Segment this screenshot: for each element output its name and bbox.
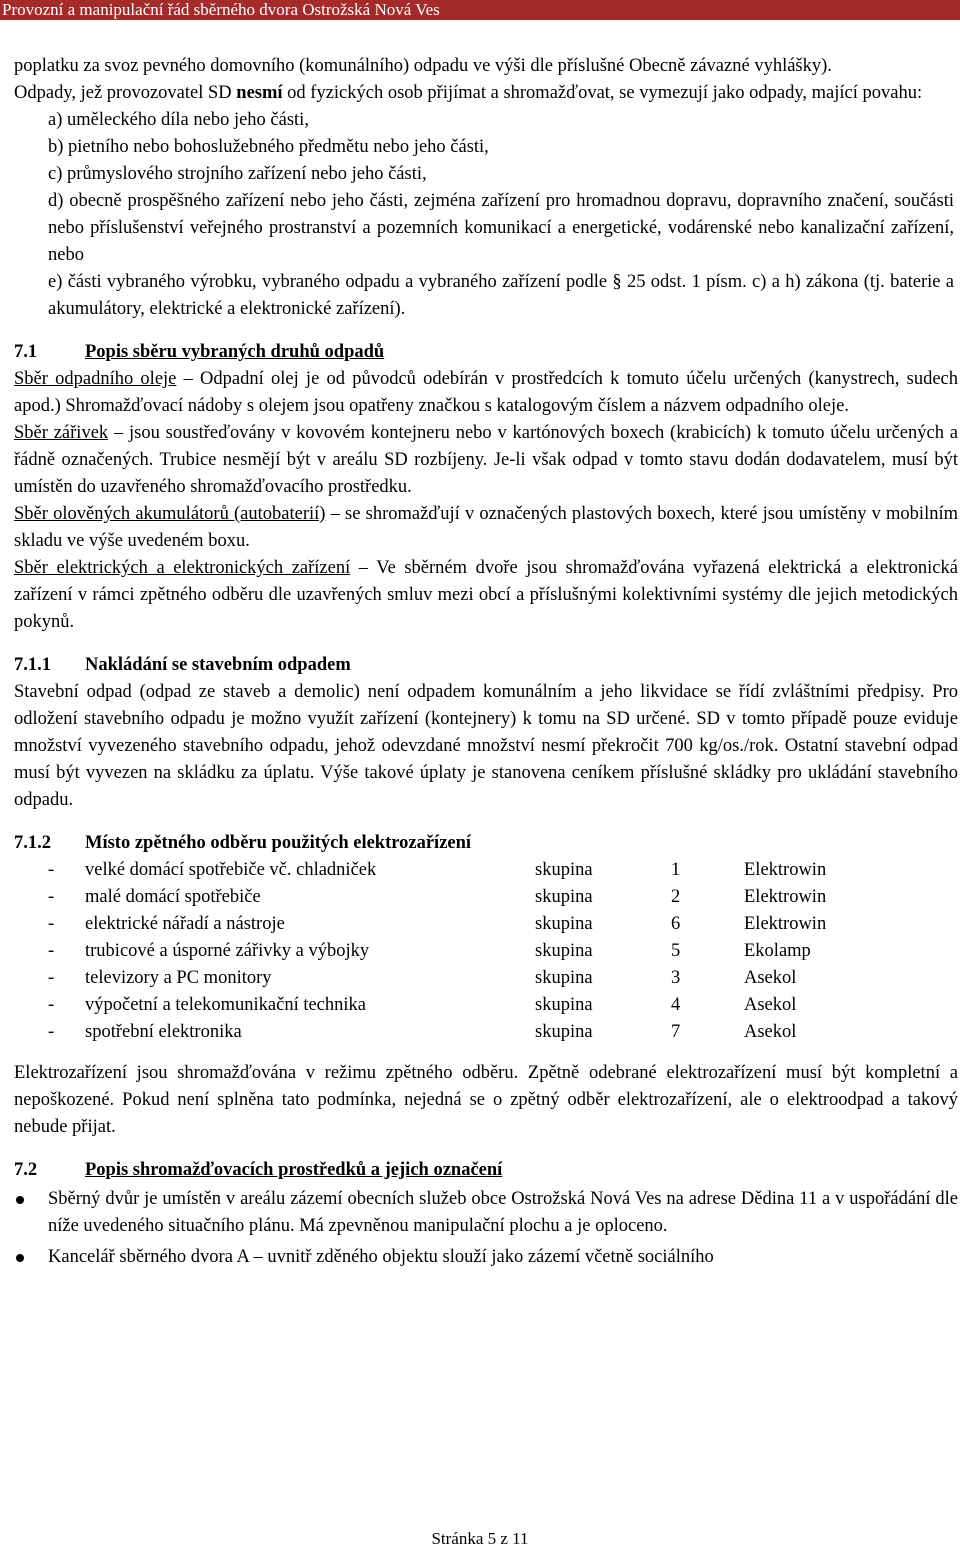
table-cell-grp: skupina	[535, 1022, 593, 1042]
section-title: Popis sběru vybraných druhů odpadů	[85, 342, 385, 362]
list-item: Sběrný dvůr je umístěn v areálu zázemí obecních služeb obce Ostrožská Nová Ves na adrese Dědina 11 a v uspořádání dle níže uvedeného situačního plánu. Má zpevněnou manipulační plochu a je oploceno.	[14, 1186, 958, 1240]
list-item: Kancelář sběrného dvora A – uvnitř zděného objektu slouží jako zázemí včetně sociálního	[14, 1244, 958, 1271]
list-item-d: d) obecně prospěšného zařízení nebo jeho části, zejména zařízení pro hromadnou dopravu, dopravního značení, součásti nebo příslušenství veřejného prostranství a pozemních komunikací a energetické, vodárenské nebo kanalizační zařízení, nebo	[48, 191, 954, 265]
table-cell-grp: skupina	[535, 995, 593, 1015]
section-number: 7.1.1	[14, 655, 51, 675]
table-cell-firm: Asekol	[744, 968, 797, 988]
table-cell-name: elektrické nářadí a nástroje	[85, 914, 285, 934]
list-item-c: c) průmyslového strojního zařízení nebo jeho části,	[48, 164, 427, 184]
batteries-paragraph: Sběr olověných akumulátorů (autobaterií) – se shromažďují v označených plastových boxech, které jsou umístěny v mobilním skladu ve výše uvedeném boxu.	[14, 504, 958, 551]
document-title: Provozní a manipulační řád sběrného dvora Ostrožská Nová Ves	[2, 0, 440, 19]
table-cell-grp: skupina	[535, 860, 593, 880]
fluorescent-paragraph: Sběr zářivek – jsou soustřeďovány v kovovém kontejneru nebo v kartónových boxech (krabicích) k tomuto účelu určených a řádně označených. Trubice nesmějí být v areálu SD rozbíjeny. Je-li však odpad v tomto stavu dodán dodavatelem, musí být umístěn do uzavřeného shromažďovacího prostředku.	[14, 423, 958, 497]
electronics-paragraph: Sběr elektrických a elektronických zařízení – Ve sběrném dvoře jsou shromažďována vyřazená elektrická a elektronická zařízení v rámci zpětného odběru dle uzavřených smluv mezi obcí a příslušnými kolektivními systémy dle jejich metodických pokynů.	[14, 558, 958, 632]
section-number: 7.1	[14, 342, 38, 362]
section-title: Místo zpětného odběru použitých elektrozařízení	[85, 833, 472, 853]
table-cell-name: trubicové a úsporné zářivky a výbojky	[85, 941, 370, 961]
construction-waste-paragraph: Stavební odpad (odpad ze staveb a demolic) není odpadem komunálním a jeho likvidace se řídí zvláštními předpisy. Pro odložení stavebního odpadu je možno využít zařízení (kontejnery) k tomu na SD určené. SD v tomto případě pouze eviduje množství vyvezeného stavebního odpadu, jehož odevzdané množství nesmí překročit 700 kg/os./rok. Ostatní stavební odpad musí být vyvezen na skládku za úplatu. Výše takové úplaty je stanovena ceníkem příslušné skládky pro ukládání stavebního odpadu.	[14, 682, 958, 810]
intro-paragraph: poplatku za svoz pevného domovního (komunálního) odpadu ve výši dle příslušné Obecně závazné vyhlášky).	[14, 56, 832, 76]
table-row	[48, 992, 944, 1019]
list-item-e: e) části vybraného výrobku, vybraného odpadu a vybraného zařízení podle § 25 odst. 1 písm. c) a h) zákona (tj. baterie a akumulátory, elektrické a elektronické zařízení).	[48, 272, 954, 319]
table-cell-num: 1	[671, 860, 681, 880]
table-cell-dash: -	[48, 887, 55, 907]
table-cell-dash: -	[48, 914, 55, 934]
section-7-1-2-heading	[14, 830, 958, 857]
table-cell-firm: Asekol	[744, 1022, 797, 1042]
table-cell-name: malé domácí spotřebiče	[85, 887, 261, 907]
table-cell-dash: -	[48, 968, 55, 988]
list-item-a: a) uměleckého díla nebo jeho části,	[48, 110, 309, 130]
table-cell-num: 3	[671, 968, 681, 988]
table-cell-firm: Elektrowin	[744, 914, 827, 934]
page-footer	[0, 1529, 960, 1549]
collection-groups-table	[48, 857, 944, 1046]
section-number: 7.1.2	[14, 833, 51, 853]
list-item-b: b) pietního nebo bohoslužebného předmětu nebo jeho části,	[48, 137, 489, 157]
table-cell-dash: -	[48, 941, 55, 961]
table-cell-name: výpočetní a telekomunikační technika	[85, 995, 366, 1015]
table-cell-dash: -	[48, 1022, 55, 1042]
table-cell-num: 2	[671, 887, 681, 907]
table-cell-num: 5	[671, 941, 681, 961]
section-7-2-heading	[14, 1157, 958, 1184]
table-cell-dash: -	[48, 860, 55, 880]
forbidden-waste-paragraph: Odpady, jež provozovatel SD nesmí od fyzických osob přijímat a shromažďovat, se vymezují jako odpady, mající povahu:	[14, 83, 923, 103]
table-cell-firm: Asekol	[744, 995, 797, 1015]
bullet-icon	[16, 1254, 24, 1262]
table-cell-grp: skupina	[535, 887, 593, 907]
table-row	[48, 965, 944, 992]
table-row	[48, 911, 944, 938]
table-cell-grp: skupina	[535, 914, 593, 934]
waste-oil-paragraph: Sběr odpadního oleje – Odpadní olej je od původců odebírán v prostředcích k tomuto účelu určených (kanystrech, sudech apod.) Shromažďovací nádoby s olejem jsou opatřeny značkou s katalogovým číslem a názvem odpadního oleje.	[14, 369, 958, 416]
section-title: Popis shromažďovacích prostředků a jejich označení	[85, 1160, 503, 1180]
table-cell-num: 6	[671, 914, 681, 934]
table-row	[48, 938, 944, 965]
table-cell-grp: skupina	[535, 968, 593, 988]
bullet-list	[14, 1186, 958, 1271]
electronics-return-paragraph: Elektrozařízení jsou shromažďována v režimu zpětného odběru. Zpětně odebrané elektrozařízení musí být kompletní a nepoškozené. Pokud není splněna tato podmínka, nejedná se o zpětný odběr elektrozařízení, ale o elektroodpad a takový nebude přijat.	[14, 1063, 958, 1137]
table-row	[48, 1019, 944, 1046]
page-content	[14, 53, 958, 1275]
emphasis-nesmi: nesmí	[236, 83, 283, 103]
bullet-icon	[16, 1196, 24, 1204]
table-cell-name: velké domácí spotřebiče vč. chladniček	[85, 860, 377, 880]
table-cell-firm: Elektrowin	[744, 860, 827, 880]
table-cell-grp: skupina	[535, 941, 593, 961]
table-cell-dash: -	[48, 995, 55, 1015]
table-cell-firm: Ekolamp	[744, 941, 811, 961]
section-title: Nakládání se stavebním odpadem	[85, 655, 351, 675]
table-cell-firm: Elektrowin	[744, 887, 827, 907]
page-number: Stránka 5 z 11	[431, 1529, 529, 1548]
table-row	[48, 884, 944, 911]
table-row	[48, 857, 944, 884]
table-cell-name: televizory a PC monitory	[85, 968, 272, 988]
table-cell-num: 7	[671, 1022, 681, 1042]
section-7-1-heading	[14, 339, 958, 366]
section-7-1-1-heading	[14, 652, 958, 679]
document-header	[0, 0, 960, 20]
section-number: 7.2	[14, 1160, 38, 1180]
table-cell-num: 4	[671, 995, 681, 1015]
table-cell-name: spotřební elektronika	[85, 1022, 242, 1042]
